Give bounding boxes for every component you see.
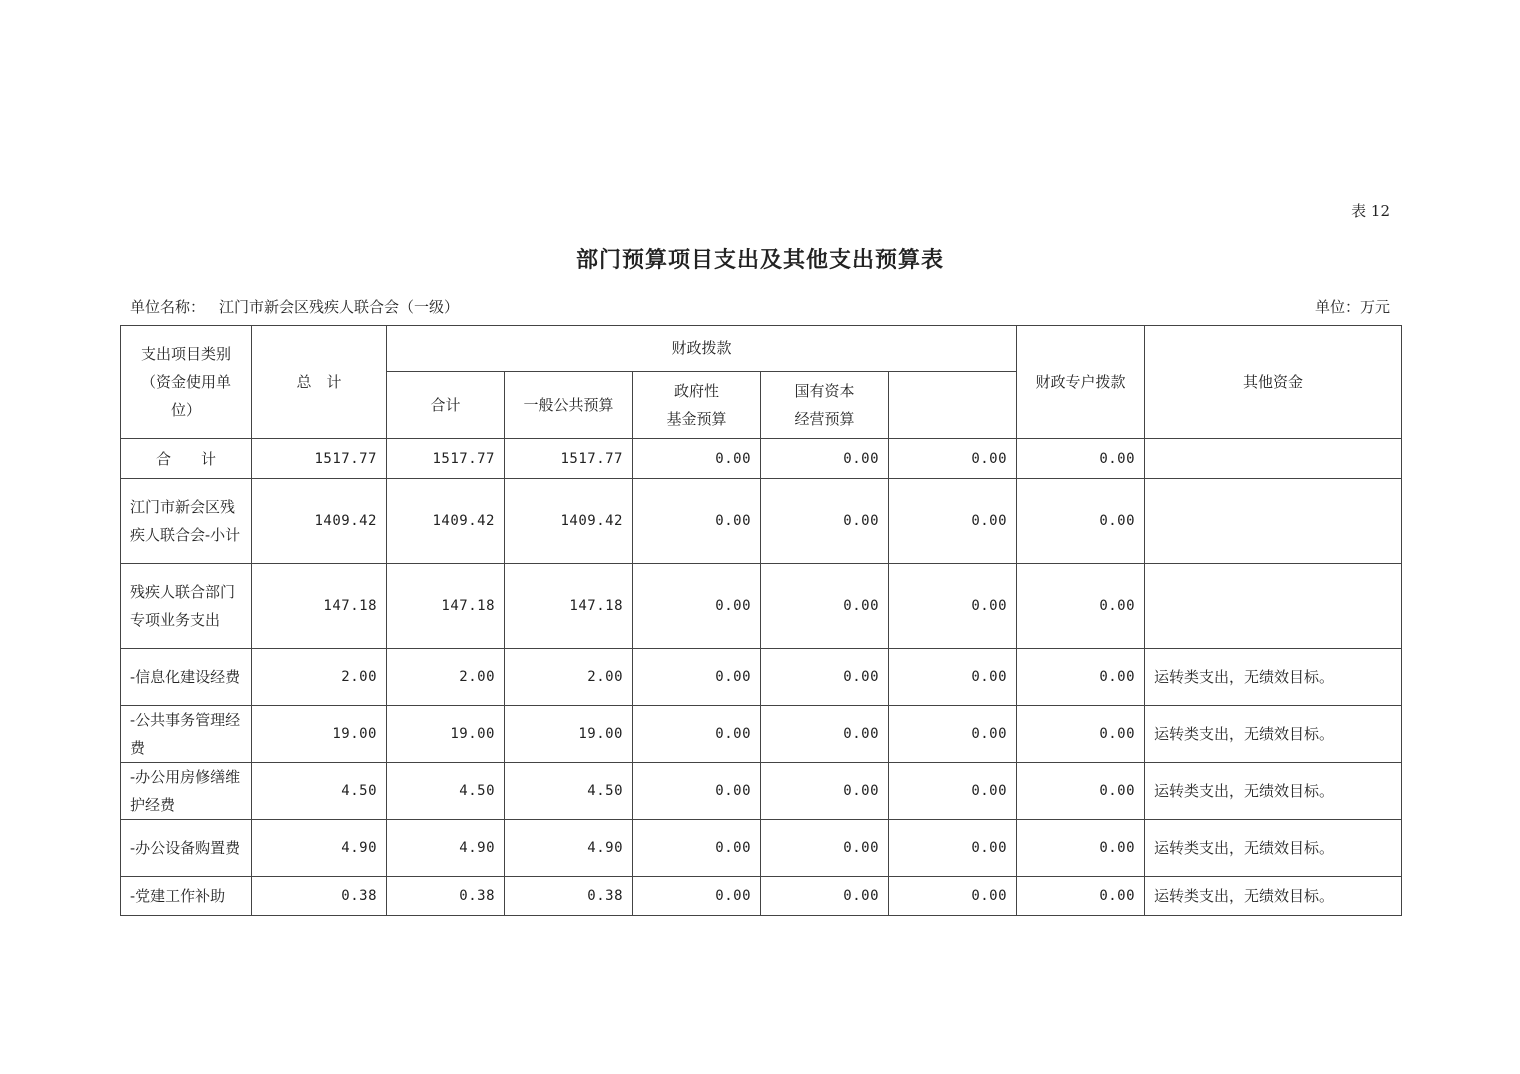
money-unit: 单位：万元: [1314, 298, 1390, 316]
cell-special: 0.00: [889, 649, 1017, 706]
cell-general: 19.00: [505, 706, 633, 763]
row-name: 江门市新会区残疾人联合会-小计: [121, 479, 252, 564]
cell-other: 0.00: [1017, 649, 1145, 706]
cell-total: 2.00: [252, 649, 387, 706]
cell-gov-fund: 0.00: [633, 706, 761, 763]
table-row: [121, 820, 1402, 877]
cell-fiscal-sum: 1409.42: [387, 479, 505, 564]
cell-fiscal-sum: 0.38: [387, 877, 505, 916]
cell-total: 19.00: [252, 706, 387, 763]
header-state-capital-line2: 经营预算: [794, 409, 855, 428]
table-row: [121, 763, 1402, 820]
cell-fiscal-sum: 147.18: [387, 564, 505, 649]
cell-state-capital: 0.00: [761, 649, 889, 706]
cell-fiscal-sum: 2.00: [387, 649, 505, 706]
cell-gov-fund: 0.00: [633, 820, 761, 877]
header-category: 支出项目类别（资金使用单位）: [121, 326, 252, 439]
cell-gov-fund: 0.00: [633, 479, 761, 564]
header-special: 财政专户拨款: [1017, 326, 1145, 439]
cell-total: 4.50: [252, 763, 387, 820]
header-gov-fund-line1: 政府性: [673, 381, 719, 400]
header-general: 一般公共预算: [505, 371, 633, 438]
cell-other: 0.00: [1017, 877, 1145, 916]
header-total: 总 计: [252, 326, 387, 439]
cell-special: 0.00: [889, 763, 1017, 820]
cell-general: 2.00: [505, 649, 633, 706]
table-row: [121, 706, 1402, 763]
cell-general: 1517.77: [505, 439, 633, 479]
page-title: 部门预算项目支出及其他支出预算表: [575, 247, 944, 273]
header-fiscal-sum: 合计: [387, 371, 505, 438]
table-row: [121, 564, 1402, 649]
cell-state-capital: 0.00: [761, 564, 889, 649]
cell-fiscal-sum: 1517.77: [387, 439, 505, 479]
cell-total: 1409.42: [252, 479, 387, 564]
cell-other: 0.00: [1017, 763, 1145, 820]
cell-goal: 运转类支出，无绩效目标。: [1145, 820, 1402, 877]
table-row: [121, 649, 1402, 706]
cell-state-capital: 0.00: [761, 706, 889, 763]
table-number: 表 12: [1351, 202, 1390, 220]
budget-table: [120, 325, 1402, 916]
cell-other: 0.00: [1017, 706, 1145, 763]
header-other: 其他资金: [1145, 326, 1402, 439]
row-name: -办公设备购置费: [121, 820, 252, 877]
cell-total: 0.38: [252, 877, 387, 916]
cell-state-capital: 0.00: [761, 763, 889, 820]
cell-goal: 运转类支出，无绩效目标。: [1145, 649, 1402, 706]
cell-other: 0.00: [1017, 439, 1145, 479]
cell-total: 1517.77: [252, 439, 387, 479]
cell-fiscal-sum: 19.00: [387, 706, 505, 763]
cell-general: 4.50: [505, 763, 633, 820]
cell-goal: 运转类支出，无绩效目标。: [1145, 763, 1402, 820]
header-state-capital-line1: 国有资本: [794, 381, 855, 400]
cell-goal: 运转类支出，无绩效目标。: [1145, 877, 1402, 916]
header-fiscal: 财政拨款: [387, 326, 1017, 372]
cell-general: 0.38: [505, 877, 633, 916]
cell-gov-fund: 0.00: [633, 564, 761, 649]
table-row: [121, 877, 1402, 916]
cell-goal: [1145, 439, 1402, 479]
cell-goal: 运转类支出，无绩效目标。: [1145, 706, 1402, 763]
row-name: -信息化建设经费: [121, 649, 252, 706]
cell-general: 147.18: [505, 564, 633, 649]
cell-state-capital: 0.00: [761, 877, 889, 916]
row-name: -公共事务管理经费: [121, 706, 252, 763]
row-name: 合 计: [121, 439, 252, 479]
row-name: -办公用房修缮维护经费: [121, 763, 252, 820]
unit-name-label: 单位名称：: [130, 298, 206, 316]
cell-state-capital: 0.00: [761, 479, 889, 564]
cell-gov-fund: 0.00: [633, 649, 761, 706]
cell-special: 0.00: [889, 439, 1017, 479]
unit-name-value: 江门市新会区残疾人联合会（一级）: [219, 298, 460, 316]
cell-goal: [1145, 564, 1402, 649]
cell-total: 147.18: [252, 564, 387, 649]
unit-name-line: [130, 296, 459, 317]
header-state-capital: [761, 371, 889, 438]
cell-special: 0.00: [889, 564, 1017, 649]
row-name: -党建工作补助: [121, 877, 252, 916]
cell-fiscal-sum: 4.50: [387, 763, 505, 820]
cell-gov-fund: 0.00: [633, 439, 761, 479]
cell-state-capital: 0.00: [761, 820, 889, 877]
cell-special: 0.00: [889, 820, 1017, 877]
cell-other: 0.00: [1017, 820, 1145, 877]
cell-state-capital: 0.00: [761, 439, 889, 479]
header-gov-fund: [633, 371, 761, 438]
cell-other: 0.00: [1017, 564, 1145, 649]
cell-special: 0.00: [889, 479, 1017, 564]
cell-goal: [1145, 479, 1402, 564]
cell-gov-fund: 0.00: [633, 877, 761, 916]
table-row: [121, 439, 1402, 479]
cell-total: 4.90: [252, 820, 387, 877]
header-gov-fund-line2: 基金预算: [666, 409, 727, 428]
cell-gov-fund: 0.00: [633, 763, 761, 820]
cell-special: 0.00: [889, 706, 1017, 763]
cell-other: 0.00: [1017, 479, 1145, 564]
cell-general: 4.90: [505, 820, 633, 877]
cell-special: 0.00: [889, 877, 1017, 916]
cell-fiscal-sum: 4.90: [387, 820, 505, 877]
row-name: 残疾人联合部门专项业务支出: [121, 564, 252, 649]
table-row: [121, 479, 1402, 564]
cell-general: 1409.42: [505, 479, 633, 564]
